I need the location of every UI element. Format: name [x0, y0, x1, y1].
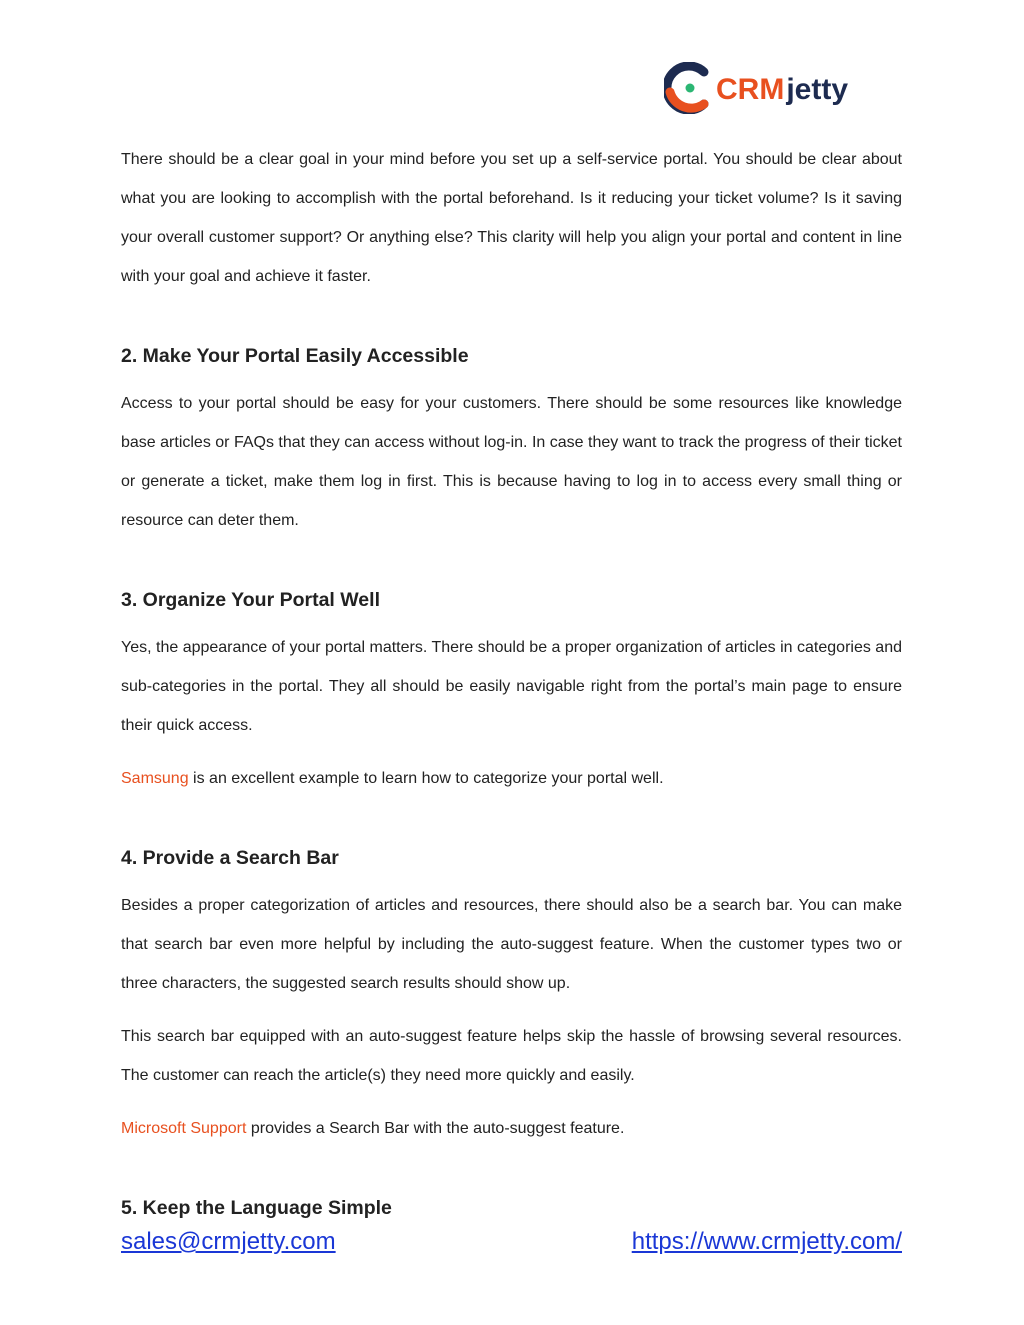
section-paragraph: Besides a proper categorization of articles and resources, there should also be a search bar. You can make that search bar even more helpful by including the auto-suggest feature. When the customer types two or three characters, the suggested search results should show up.	[121, 897, 902, 992]
crmjetty-logo-icon	[664, 62, 710, 114]
example-paragraph	[121, 1109, 902, 1148]
footer-email-link[interactable]: sales@crmjetty.com	[121, 1228, 336, 1255]
section-paragraph: Access to your portal should be easy for your customers. There should be some resources like knowledge base articles or FAQs that they can access without log-in. In case they want to track the progress of their ticket or generate a ticket, make them log in first. This is because having to log in to access every small thing or resource can deter them.	[121, 395, 902, 529]
section-heading: 4. Provide a Search Bar	[121, 847, 339, 869]
example-paragraph	[121, 759, 902, 798]
page-footer	[121, 1228, 902, 1268]
microsoft-support-link[interactable]: Microsoft Support	[121, 1120, 247, 1137]
logo-wordmark	[716, 73, 848, 107]
intro-paragraph: There should be a clear goal in your mind before you set up a self-service portal. You should be clear about what you are looking to accomplish with the portal beforehand. Is it reducing your ticket volume? Is it saving your overall customer support? Or anything else? This clarity will help you align your portal and content in line with your goal and achieve it faster.	[121, 151, 902, 285]
section-paragraph: This search bar equipped with an auto-suggest feature helps skip the hassle of browsing several resources. The customer can reach the article(s) they need more quickly and easily.	[121, 1028, 902, 1084]
article-body	[121, 140, 902, 1222]
crmjetty-logo	[664, 60, 848, 116]
example-text: is an excellent example to learn how to categorize your portal well.	[188, 770, 664, 787]
logo-crm-text: CRM	[716, 73, 785, 106]
samsung-link[interactable]: Samsung	[121, 770, 189, 787]
section-heading: 2. Make Your Portal Easily Accessible	[121, 345, 469, 367]
section-heading: 5. Keep the Language Simple	[121, 1197, 392, 1219]
footer-website-link[interactable]: https://www.crmjetty.com/	[631, 1228, 902, 1255]
example-text: provides a Search Bar with the auto-suggest feature.	[246, 1120, 625, 1137]
logo-jetty-text: jetty	[786, 73, 849, 106]
section-paragraph: Yes, the appearance of your portal matters. There should be a proper organization of articles in categories and sub-categories in the portal. They all should be easily navigable right from the portal’s main page to ensure their quick access.	[121, 639, 902, 734]
section-heading: 3. Organize Your Portal Well	[121, 589, 380, 611]
